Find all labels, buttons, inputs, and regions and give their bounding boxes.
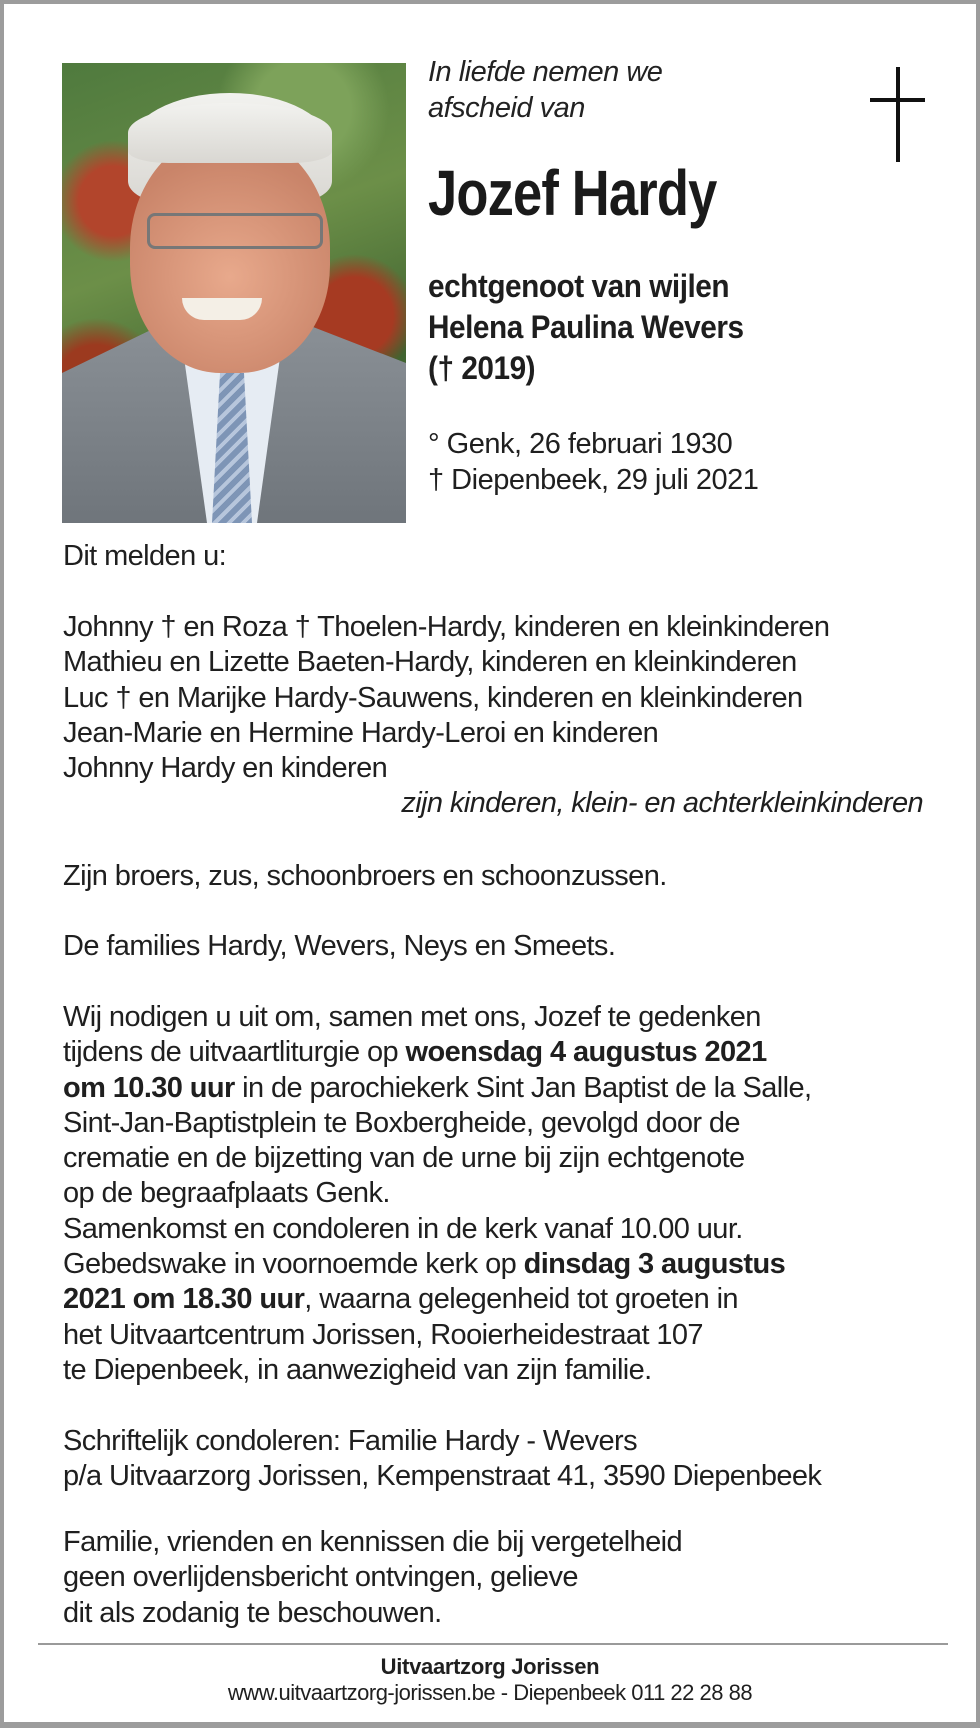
condolence-line [63,1459,923,1494]
bold-text: 2021 om 18.30 uur [63,1283,305,1316]
ceremony-line [63,1141,923,1176]
intro-line-2: afscheid van [428,92,585,124]
bold-text: woensdag 4 augustus 2021 [405,1036,767,1069]
text: tijdens de uitvaartliturgie op [63,1036,406,1069]
family-line [63,681,923,716]
ceremony-line [63,1247,923,1282]
text: Mathieu en Lizette Baeten-Hardy, kinderen en kleinkinderen [63,646,797,679]
text: Familie, vrienden en kennissen die bij vergetelheid [63,1526,683,1558]
bold-text: dinsdag 3 augustus [523,1248,786,1281]
funeral-home-name: Uitvaartzorg Jorissen [380,1654,600,1679]
text: Sint-Jan-Baptistplein te Boxbergheide, gevolgd door de [63,1106,740,1139]
text: De families Hardy, Wevers, Neys en Smeets. [63,930,616,962]
ceremony-line [63,1071,923,1106]
text: Wij nodigen u uit om, samen met ons, Jozef te gedenken [63,1001,761,1033]
notice-line [63,1525,923,1560]
text: Schriftelijk condoleren: Familie Hardy - Wevers [63,1425,638,1457]
birth-date: ° Genk, 26 februari 1930 [428,428,733,460]
text: Samenkomst en condoleren in de kerk vanaf 10.00 uur. [63,1212,743,1245]
spouse-line-2: Helena Paulina Wevers [428,309,744,345]
spouse-line-1: echtgenoot van wijlen [428,268,730,304]
notice-line [63,1560,923,1595]
notice-line [63,1596,923,1631]
text: te Diepenbeek, in aanwezigheid van zijn familie. [63,1353,652,1386]
text: crematie en de bijzetting van de urne bij zijn echtgenote [63,1142,745,1175]
footer-divider [38,1643,948,1645]
intro-line-1: In liefde nemen we [428,56,663,88]
text: Zijn broers, zus, schoonbroers en schoonzussen. [63,860,667,892]
bold-text: om 10.30 uur [63,1071,235,1104]
text: Johnny Hardy en kinderen [63,752,388,785]
spouse-line-3: († 2019) [428,350,536,386]
text: Luc † en Marijke Hardy-Sauwens, kinderen en kleinkinderen [63,681,803,714]
siblings-block [63,859,923,894]
family-line [63,751,923,786]
family-block [63,610,923,786]
deceased-name: Jozef Hardy [428,157,717,229]
ceremony-line [63,1318,923,1353]
ceremony-line [63,1106,923,1141]
ceremony-line [63,1035,923,1070]
announce-line [63,539,923,574]
text: Dit melden u: [63,540,227,572]
ceremony-block [63,1000,923,1388]
family-caption-wrap [63,786,923,821]
family-line [63,716,923,751]
text: , waarna gelegenheid tot groeten in [304,1283,738,1316]
families-block [63,929,923,964]
ceremony-line [63,1353,923,1388]
siblings-line [63,859,923,894]
condolence-line [63,1424,923,1459]
condolence-block [63,1424,923,1495]
text: Johnny † en Roza † Thoelen-Hardy, kinderen en kleinkinderen [63,611,830,643]
portrait-photo [62,63,406,523]
family-caption: zijn kinderen, klein- en achterkleinkinderen [401,787,923,819]
announce-block [63,539,923,574]
family-line [63,645,923,680]
death-date: † Diepenbeek, 29 juli 2021 [428,464,759,496]
text: het Uitvaartcentrum Jorissen, Rooierheidestraat 107 [63,1318,703,1351]
text: op de begraafplaats Genk. [63,1177,390,1210]
text: Jean-Marie en Hermine Hardy-Leroi en kinderen [63,716,659,749]
families-line [63,929,923,964]
ceremony-line [63,1212,923,1247]
text: p/a Uitvaarzorg Jorissen, Kempenstraat 41, 3590 Diepenbeek [63,1460,822,1493]
family-line [63,610,923,645]
text: in de parochiekerk Sint Jan Baptist de la Salle, [234,1071,812,1104]
ceremony-line [63,1176,923,1211]
notice-block [63,1525,923,1631]
ceremony-line [63,1000,923,1035]
text: Gebedswake in voornoemde kerk op [63,1248,524,1281]
funeral-home-contact: www.uitvaartzorg-jorissen.be - Diepenbeek 011 22 28 88 [227,1680,753,1705]
text: geen overlijdensbericht ontvingen, gelieve [63,1561,578,1594]
text: dit als zodanig te beschouwen. [63,1596,442,1629]
ceremony-line [63,1282,923,1317]
